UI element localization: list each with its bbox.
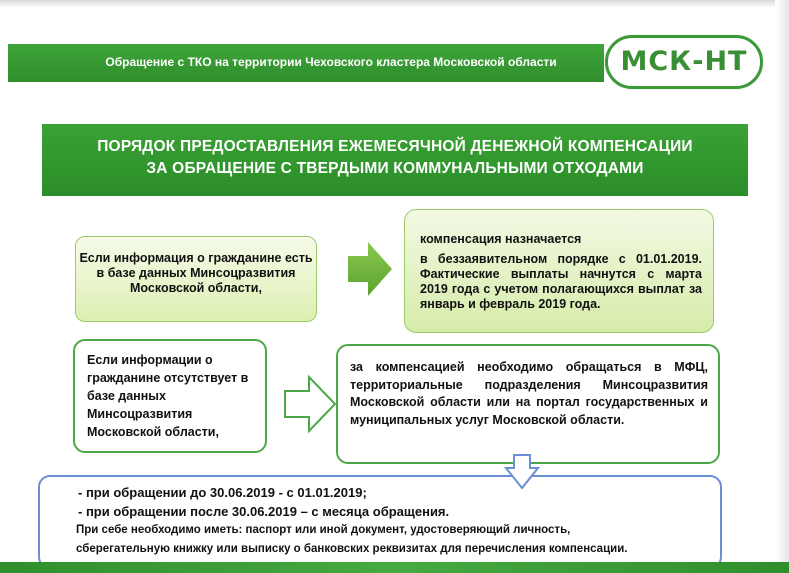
- result-text-2: за компенсацией необходимо обращаться в МФЦ, территориальные подразделения Минсоцразвития Московской области или на портал государственных и муниципальных услуг Московской области.: [350, 360, 708, 427]
- scrollbar-edge: [775, 0, 789, 573]
- condition-text-1: Если информация о гражданине есть в базе данных Минсоцразвития Московской области,: [79, 251, 313, 295]
- bottom-band: [0, 562, 789, 573]
- info-line-3: При себе необходимо иметь: паспорт или иной документ, удостоверяющий личность,: [76, 524, 571, 536]
- result-box-2: [336, 344, 720, 464]
- info-line-4: сберегательную книжку или выписку о банковских реквизитах для перечисления компенсации.: [76, 543, 628, 555]
- info-box: [38, 475, 722, 569]
- arrow-right-icon: [346, 240, 394, 298]
- logo-text: МСК-НТ: [620, 46, 748, 77]
- condition-text-2: Если информации о гражданине отсутствует в базе данных Минсоцразвития Московской области,: [87, 353, 249, 439]
- result-detail-1: в беззаявительном порядке с 01.01.2019. Фактические выплаты начнутся с марта 2019 года с учетом полагающихся выплат за январь и февраль 2019 года.: [420, 252, 702, 311]
- header-title: Обращение с ТКО на территории Чеховского кластера Московской области: [105, 55, 557, 69]
- condition-box-2: [73, 339, 267, 453]
- title-box: [42, 124, 748, 196]
- title-line-2: ЗА ОБРАЩЕНИЕ С ТВЕРДЫМИ КОММУНАЛЬНЫМИ ОТХОДАМИ: [146, 160, 644, 177]
- logo: [605, 35, 763, 89]
- info-line-2: - при обращении после 30.06.2019 – с месяца обращения.: [78, 504, 450, 519]
- result-intro-1: компенсация назначается: [420, 232, 582, 246]
- info-line-1: - при обращении до 30.06.2019 - с 01.01.2019;: [78, 485, 367, 500]
- title-line-1: ПОРЯДОК ПРЕДОСТАВЛЕНИЯ ЕЖЕМЕСЯЧНОЙ ДЕНЕЖНОЙ КОМПЕНСАЦИИ: [97, 138, 693, 155]
- top-edge: [0, 0, 789, 8]
- arrow-right-icon: [283, 375, 337, 433]
- arrow-down-icon: [504, 454, 540, 490]
- result-box-1: [404, 209, 714, 333]
- condition-box-1: [75, 236, 317, 322]
